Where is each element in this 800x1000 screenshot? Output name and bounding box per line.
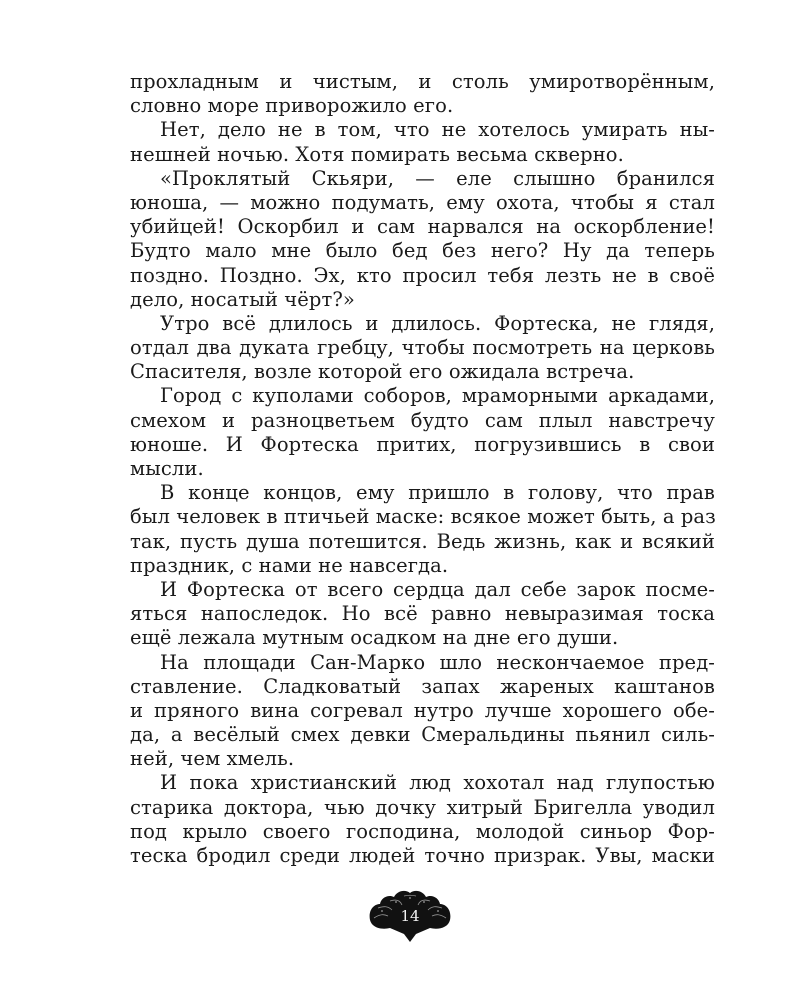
text-line: теска бродил среди людей точно призрак. Увы, маски (130, 844, 715, 867)
text-line: и пряного вина согревал нутро лучше хорошего обе- (130, 698, 715, 722)
text-line: ней, чем хмель. (130, 747, 295, 771)
text-line: прохладным и чистым, и столь умиротворённым, (130, 70, 715, 93)
text-line: юноша, — можно подумать, ему охота, чтобы я стал (130, 190, 715, 214)
text-line: нешней ночью. Хотя помирать весьма скверно. (130, 142, 624, 166)
text-line: «Проклятый Скьяри, — еле слышно бранился (160, 166, 715, 190)
text-line: дело, носатый чёрт?» (130, 287, 355, 311)
text-line: праздник, с нами не навсегда. (130, 553, 449, 577)
text-line: так, пусть душа потешится. Ведь жизнь, как и всякий (130, 529, 715, 553)
text-line: отдал два дуката гребцу, чтобы посмотреть на церковь (130, 336, 715, 360)
page-number-ornament (360, 880, 460, 944)
text-line: Город с куполами соборов, мраморными аркадами, (160, 384, 715, 408)
text-line: убийцей! Оскорбил и сам нарвался на оскорбление! (130, 215, 715, 239)
text-line: да, а весёлый смех девки Смеральдины пьянил силь- (130, 723, 715, 747)
text-line: Утро всё длилось и длилось. Фортеска, не глядя, (160, 311, 715, 335)
text-line: яться напоследок. Но всё равно невыразимая тоска (130, 602, 715, 626)
text-line: смехом и разноцветьем будто сам плыл навстречу (130, 408, 715, 432)
text-line: Нет, дело не в том, что не хотелось умирать ны- (160, 118, 715, 142)
text-line: Спасителя, возле которой его ожидала встреча. (130, 360, 635, 384)
text-line: ставление. Сладковатый запах жареных каштанов (130, 674, 715, 698)
text-line: Будто мало мне было бед без него? Ну да теперь (130, 239, 715, 263)
text-line: В конце концов, ему пришло в голову, что прав (160, 481, 715, 505)
text-line: И Фортеска от всего сердца дал себе зарок посме- (160, 577, 715, 601)
text-line: юноше. И Фортеска притих, погрузившись в свои (130, 432, 715, 456)
text-line: поздно. Поздно. Эх, кто просил тебя лезть не в своё (130, 263, 715, 287)
text-line: мысли. (130, 457, 204, 480)
text-line: словно море приворожило его. (130, 94, 454, 118)
text-line: На площади Сан-Марко шло нескончаемое пред- (160, 650, 715, 674)
text-line: под крыло своего господина, молодой синьор Фор- (130, 819, 715, 843)
page-number: 14 (400, 907, 420, 925)
text-line: И пока христианский люд хохотал над глупостью (160, 771, 715, 795)
text-line: был человек в птичьей маске: всякое может быть, а раз (130, 505, 716, 529)
text-line: старика доктора, чью дочку хитрый Бригелла уводил (130, 795, 715, 819)
page-text-block (130, 70, 715, 868)
text-line: ещё лежала мутным осадком на дне его души. (130, 626, 619, 650)
